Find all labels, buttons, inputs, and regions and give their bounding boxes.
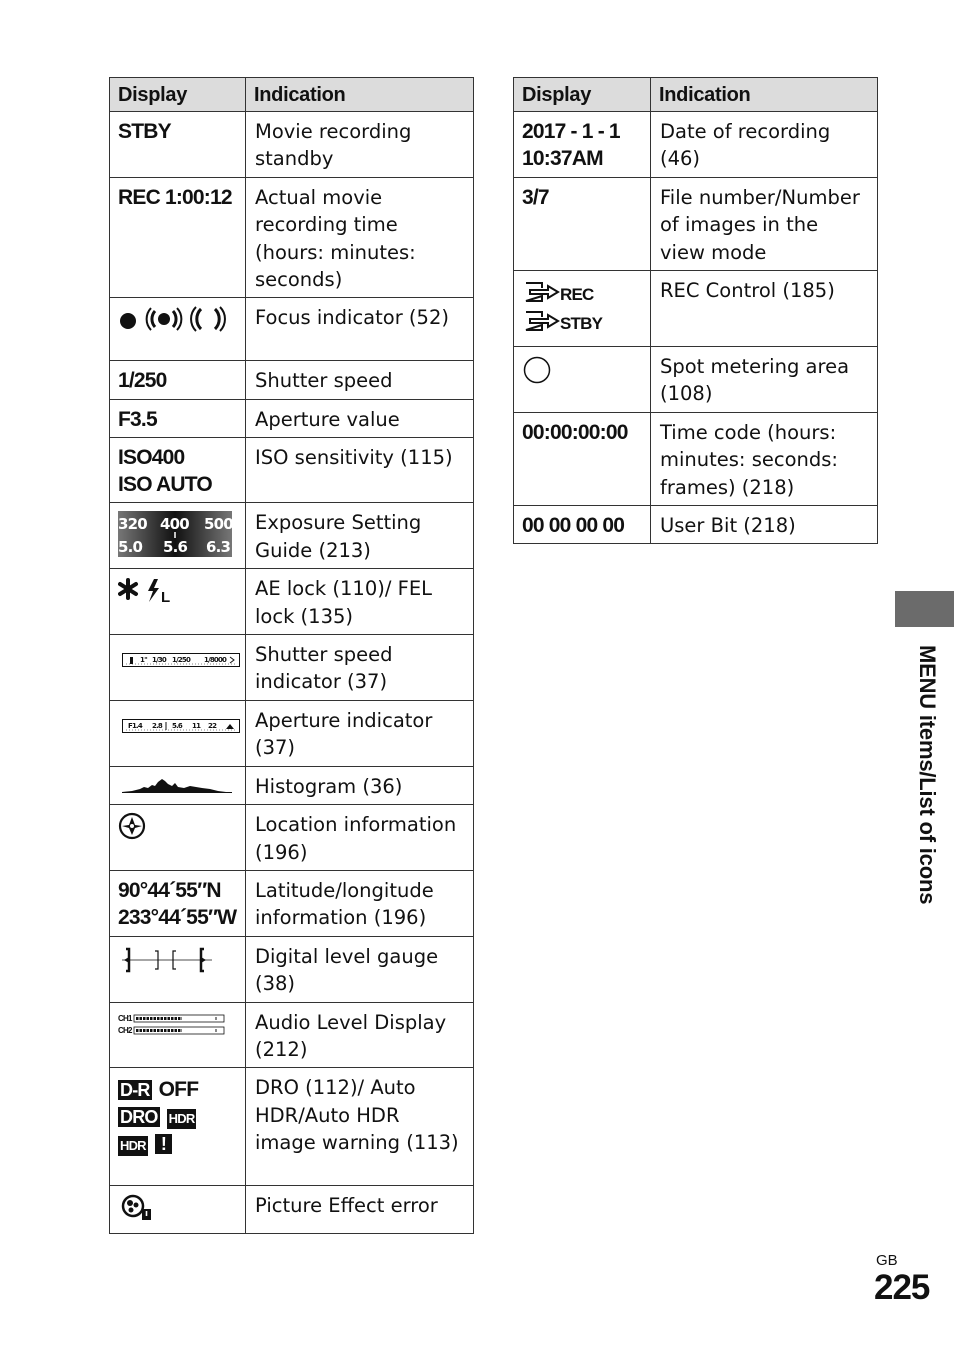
display-cell bbox=[110, 298, 246, 361]
table-row bbox=[110, 1068, 474, 1186]
display-cell: 1/250 bbox=[110, 361, 246, 399]
guide-value: 320 bbox=[118, 515, 147, 534]
indication-cell: Focus indicator (52) bbox=[246, 298, 474, 361]
audio-level-display-icon bbox=[118, 1013, 228, 1037]
indication-cell: Latitude/longitude information (196) bbox=[246, 870, 474, 936]
hdr-icon: HDR bbox=[118, 1136, 148, 1156]
section-side-label: MENU items/List of icons bbox=[915, 645, 940, 905]
scale-label: 5.6 bbox=[172, 721, 183, 730]
table-header-row bbox=[514, 78, 878, 112]
indication-cell: AE lock (110)/ FEL lock (135) bbox=[246, 569, 474, 635]
indication-cell: REC Control (185) bbox=[651, 271, 878, 347]
display-cell bbox=[514, 347, 651, 413]
indication-cell: Date of recording (46) bbox=[651, 112, 878, 178]
table-row bbox=[514, 412, 878, 505]
indication-cell: Actual movie recording time (hours: minutes: seconds) bbox=[246, 177, 474, 298]
digital-level-gauge-icon bbox=[122, 947, 212, 973]
table-row bbox=[514, 177, 878, 270]
table-row bbox=[110, 936, 474, 1002]
table-row bbox=[110, 399, 474, 437]
indication-cell: Exposure Setting Guide (213) bbox=[246, 503, 474, 569]
stby-label: STBY bbox=[560, 314, 603, 334]
table-row bbox=[514, 347, 878, 413]
display-line: ISO400 bbox=[118, 446, 185, 470]
indication-cell: Location information (196) bbox=[246, 805, 474, 871]
region-label: GB bbox=[876, 1252, 898, 1269]
scale-label: 1/30 bbox=[152, 656, 166, 665]
display-cell: 00:00:00:00 bbox=[514, 412, 651, 505]
indication-cell: Time code (hours: minutes: seconds: frames) (218) bbox=[651, 412, 878, 505]
display-line: 233°44´55″W bbox=[118, 905, 237, 929]
guide-value: 5.0 bbox=[118, 538, 143, 557]
picture-effect-error-icon bbox=[118, 1192, 158, 1222]
dr-icon: D-R bbox=[120, 1080, 150, 1101]
table-row bbox=[514, 271, 878, 347]
display-cell bbox=[110, 503, 246, 569]
location-icon bbox=[118, 811, 148, 841]
table-header-row bbox=[110, 78, 474, 112]
guide-value: 400 bbox=[160, 515, 189, 534]
section-tab-marker bbox=[895, 591, 954, 627]
display-cell: 3/7 bbox=[514, 177, 651, 270]
table-row bbox=[110, 569, 474, 635]
indication-cell: Shutter speed indicator (37) bbox=[246, 635, 474, 701]
guide-value: 500 bbox=[204, 515, 232, 534]
channel-label: CH2 bbox=[118, 1025, 132, 1035]
guide-value: 6.3 bbox=[206, 538, 231, 557]
header-display: Display bbox=[514, 78, 651, 112]
display-cell bbox=[110, 766, 246, 804]
display-cell bbox=[110, 1186, 246, 1234]
left-icon-table bbox=[109, 77, 474, 1234]
svg-text:L: L bbox=[161, 589, 170, 606]
display-cell bbox=[110, 700, 246, 766]
right-icon-table bbox=[513, 77, 878, 544]
indication-cell: Movie recording standby bbox=[246, 112, 474, 178]
table-row bbox=[110, 298, 474, 361]
table-row bbox=[110, 438, 474, 503]
header-indication: Indication bbox=[246, 78, 474, 112]
display-cell: 00 00 00 00 bbox=[514, 506, 651, 544]
table-row bbox=[110, 503, 474, 569]
table-row bbox=[110, 1002, 474, 1068]
hdr-icon: HDR bbox=[167, 1109, 197, 1129]
display-line: 10:37AM bbox=[522, 147, 603, 170]
indication-cell: Picture Effect error bbox=[246, 1186, 474, 1234]
display-cell bbox=[110, 1002, 246, 1068]
ae-lock-fel-lock-icon bbox=[118, 575, 178, 605]
display-cell: F3.5 bbox=[110, 399, 246, 437]
display-cell bbox=[110, 936, 246, 1002]
exposure-setting-guide-icon bbox=[118, 511, 232, 557]
scale-label: 2.8 bbox=[152, 721, 163, 730]
display-cell bbox=[110, 438, 246, 503]
display-line: 2017 - 1 - 1 bbox=[522, 120, 620, 143]
histogram-icon bbox=[122, 777, 232, 795]
display-cell bbox=[110, 870, 246, 936]
display-cell bbox=[514, 112, 651, 178]
indication-cell: Aperture value bbox=[246, 399, 474, 437]
dro-row bbox=[118, 1103, 237, 1130]
display-cell bbox=[110, 635, 246, 701]
indication-cell: Spot metering area (108) bbox=[651, 347, 878, 413]
scale-label: 11 bbox=[192, 721, 201, 730]
scale-label: 1" bbox=[140, 656, 147, 665]
indication-cell: Digital level gauge (38) bbox=[246, 936, 474, 1002]
table-row bbox=[110, 635, 474, 701]
scale-label: 22 bbox=[208, 721, 217, 730]
display-line: ISO AUTO bbox=[118, 473, 212, 497]
warning-icon: ! bbox=[155, 1134, 172, 1154]
scale-label: 1/250 bbox=[172, 656, 191, 665]
indication-cell: ISO sensitivity (115) bbox=[246, 438, 474, 503]
channel-label: CH1 bbox=[118, 1013, 132, 1023]
table-row bbox=[110, 177, 474, 298]
table-row bbox=[110, 870, 474, 936]
display-cell bbox=[110, 569, 246, 635]
table-row bbox=[110, 1186, 474, 1234]
display-cell bbox=[110, 805, 246, 871]
aperture-indicator-icon bbox=[122, 719, 240, 733]
scale-label: 1/8000 bbox=[204, 656, 227, 665]
page-number: 225 bbox=[874, 1268, 930, 1307]
shutter-speed-indicator-icon bbox=[122, 653, 240, 667]
table-row bbox=[110, 361, 474, 399]
table-row bbox=[110, 766, 474, 804]
table-row bbox=[110, 112, 474, 178]
dro-row bbox=[118, 1130, 237, 1157]
indication-cell: User Bit (218) bbox=[651, 506, 878, 544]
indication-cell: Shutter speed bbox=[246, 361, 474, 399]
display-cell bbox=[514, 271, 651, 347]
scale-label: F1.4 bbox=[128, 721, 142, 730]
indication-cell: File number/Number of images in the view mode bbox=[651, 177, 878, 270]
display-cell: REC 1:00:12 bbox=[110, 177, 246, 298]
display-cell bbox=[110, 1068, 246, 1186]
table-row bbox=[110, 805, 474, 871]
spot-metering-circle-icon bbox=[522, 355, 552, 385]
display-cell: STBY bbox=[110, 112, 246, 178]
rec-label: REC bbox=[560, 285, 594, 305]
table-row bbox=[514, 506, 878, 544]
dro-row bbox=[118, 1076, 237, 1103]
indication-cell: Histogram (36) bbox=[246, 766, 474, 804]
rec-control-icon bbox=[522, 279, 622, 335]
header-display: Display bbox=[110, 78, 246, 112]
indication-cell: Aperture indicator (37) bbox=[246, 700, 474, 766]
dro-icon: DRO bbox=[120, 1107, 158, 1128]
focus-indicator-icon bbox=[118, 304, 228, 334]
off-label: OFF bbox=[158, 1078, 199, 1102]
indication-cell: Audio Level Display (212) bbox=[246, 1002, 474, 1068]
table-row bbox=[514, 112, 878, 178]
table-row bbox=[110, 700, 474, 766]
display-line: 90°44´55″N bbox=[118, 878, 221, 902]
guide-value: 5.6 bbox=[163, 538, 188, 557]
indication-cell: DRO (112)/ Auto HDR/Auto HDR image warning (113) bbox=[246, 1068, 474, 1186]
header-indication: Indication bbox=[651, 78, 878, 112]
